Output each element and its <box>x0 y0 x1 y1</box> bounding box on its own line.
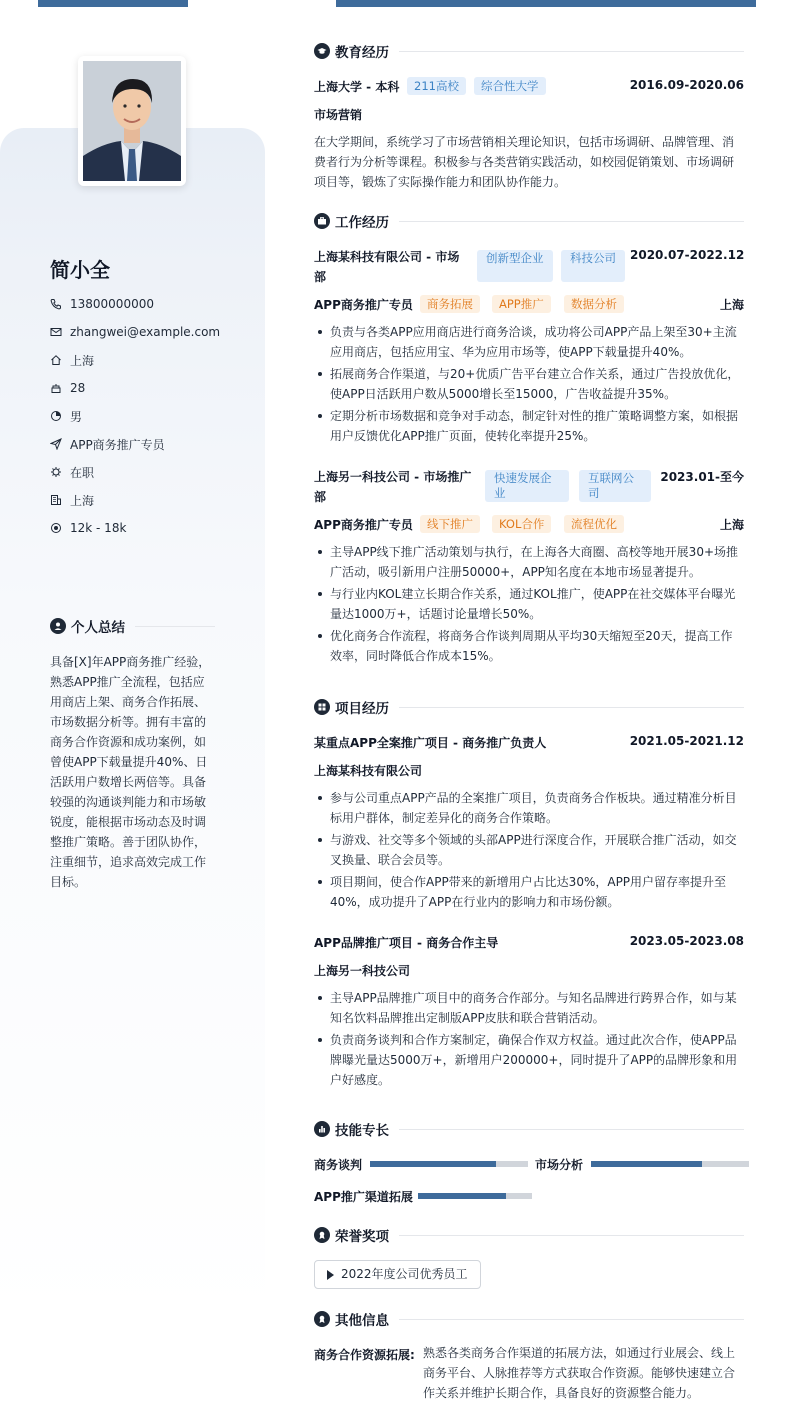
age-icon <box>50 382 62 394</box>
contact-age <box>50 374 260 402</box>
work-title: 工作经历 <box>335 215 389 231</box>
project-bullet: 与游戏、社交等多个领域的头部APP进行深度合作，开展联合推广活动，如交叉换量、联合会员等。 <box>314 830 744 870</box>
contact-salary <box>50 514 260 542</box>
skill-level-fill <box>370 1161 496 1167</box>
education-tag: 综合性大学 <box>474 77 546 95</box>
education-tag: 211高校 <box>407 77 466 95</box>
contact-salary-value: 12k - 18k <box>70 521 127 535</box>
role-tag: 商务拓展 <box>420 295 480 313</box>
contact-position <box>50 430 260 458</box>
job-role: APP商务推广专员 <box>314 298 413 312</box>
contact-list <box>50 290 260 542</box>
gender-icon <box>50 410 62 422</box>
summary-title: 个人总结 <box>71 620 125 636</box>
contact-status-value: 在职 <box>70 465 95 480</box>
phone-icon <box>50 298 62 310</box>
job-bullet: 主导APP线下推广活动策划与执行，在上海各大商圈、高校等地开展30+场推广活动，吸引新用户注册50000+，APP知名度在本地市场显著提升。 <box>314 542 744 582</box>
projects-title: 项目经历 <box>335 701 389 717</box>
contact-email <box>50 318 260 346</box>
building-icon <box>50 494 62 506</box>
project-period: 2023.05-2023.08 <box>629 934 744 948</box>
play-triangle-icon <box>327 1270 334 1280</box>
education-school: 上海大学 - 本科 <box>314 80 400 94</box>
job-bullet: 优化商务合作流程，将商务合作谈判周期从平均30天缩短至20天，提高工作效率，同时降低合作成本15%。 <box>314 626 744 666</box>
send-icon <box>50 438 62 450</box>
contact-gender-value: 男 <box>70 409 83 424</box>
job-company: 上海某科技有限公司 - 市场 <box>314 250 460 264</box>
work-section-header <box>314 211 744 231</box>
role-tag: 流程优化 <box>564 515 624 533</box>
project-bullet: 项目期间，使合作APP带来的新增用户占比达30%，APP用户留存率提升至40%，成功提升了APP在行业内的影响力和市场份额。 <box>314 872 744 912</box>
contact-work-city-value: 上海 <box>70 493 95 508</box>
contact-status <box>50 458 260 486</box>
section-divider <box>399 707 744 708</box>
job-tag: 互联网公司 <box>579 470 651 502</box>
skill-name: 商务谈判 <box>314 1158 363 1172</box>
job-bullet: 负责与各类APP应用商店进行商务洽谈，成功将公司APP产品上架至30+主流应用商店，包括应用宝、华为应用市场等，使APP下载量提升40%。 <box>314 322 744 362</box>
job-bullets <box>314 542 744 668</box>
education-description: 在大学期间，系统学习了市场营销相关理论知识，包括市场调研、品牌管理、消费者行为分析等课程。积极参与各类营销实践活动，如校园促销策划、市场调研项目等，锻炼了实际操作能力和团队协作能力。 <box>314 135 735 189</box>
grid-icon <box>314 699 330 715</box>
awards-section-header <box>314 1225 744 1245</box>
job-period: 2023.01-至今 <box>660 470 744 484</box>
project-bullet: 主导APP品牌推广项目中的商务合作部分。与知名品牌进行跨界合作，如与某知名饮料品牌推出定制版APP皮肤和联合营销活动。 <box>314 988 744 1028</box>
top-accent-bar-left <box>38 0 188 7</box>
bar-chart-icon <box>314 1121 330 1137</box>
job-tag: 科技公司 <box>561 250 625 282</box>
education-major: 市场营销 <box>314 108 363 122</box>
projects-section-header <box>314 697 744 717</box>
project-bullet: 负责商务谈判和合作方案制定，确保合作双方权益。通过此次合作，使APP品牌曝光量达5000万+，新增用户200000+，同时提升了APP的品牌形象和用户好感度。 <box>314 1030 744 1090</box>
job-bullets <box>314 322 744 448</box>
section-divider <box>135 626 215 627</box>
project-company: 上海另一科技公司 <box>314 964 411 978</box>
contact-location <box>50 346 260 374</box>
salary-icon <box>50 522 62 534</box>
graduation-cap-icon <box>314 43 330 59</box>
job-company-continued: 部 <box>314 490 327 504</box>
other-label: 商务合作资源拓展: <box>314 1348 415 1362</box>
other-text: 熟悉各类商务合作渠道的拓展方法，如通过行业展会、线上商务平台、人脉推荐等方式获取合作资源。能够快速建立合作关系并维护长期合作，具备良好的资源整合能力。 <box>423 1346 736 1400</box>
contact-email-value: zhangwei@example.com <box>70 325 221 339</box>
section-divider <box>399 51 744 52</box>
project-name: APP品牌推广项目 - 商务合作主导 <box>314 936 499 950</box>
role-tag: 数据分析 <box>564 295 624 313</box>
contact-gender <box>50 402 260 430</box>
job-period: 2020.07-2022.12 <box>630 248 745 262</box>
education-period: 2016.09-2020.06 <box>629 78 744 92</box>
skill-name: 市场分析 <box>535 1158 584 1172</box>
job-company-continued: 部 <box>314 270 327 284</box>
profile-photo-frame <box>78 56 186 186</box>
role-tag: KOL合作 <box>492 515 551 533</box>
contact-phone-value: 13800000000 <box>70 297 154 311</box>
home-icon <box>50 354 62 366</box>
user-circle-icon <box>50 618 66 634</box>
section-divider <box>399 1319 744 1320</box>
section-divider <box>399 1235 744 1236</box>
job-bullet: 拓展商务合作渠道，与20+优质广告平台建立合作关系，通过广告投放优化，使APP日活跃用户数从5000增长至15000，广告收益提升35%。 <box>314 364 744 404</box>
award-item <box>314 1260 481 1289</box>
job-bullet: 定期分析市场数据和竞争对手动态，制定针对性的推广策略调整方案，如根据用户反馈优化APP推广页面，使转化率提升25%。 <box>314 406 744 446</box>
status-icon <box>50 466 62 478</box>
contact-phone <box>50 290 260 318</box>
mail-icon <box>50 326 62 338</box>
skill-name: APP推广渠道拓展 <box>314 1190 413 1204</box>
role-tag: 线下推广 <box>420 515 480 533</box>
contact-age-value: 28 <box>70 381 86 395</box>
summary-text: 具备[X]年APP商务推广经验，熟悉APP推广全流程，包括应用商店上架、商务合作拓展、市场数据分析等。拥有丰富的商务合作资源和成功案例，如曾使APP下载量提升40%、日活跃用户数增长两倍等。具备较强的沟通谈判能力和市场敏锐度，能根据市场动态及时调整推广策略。善于团队协作，注重细节，追求高效完成工作目标。 <box>50 655 211 889</box>
project-bullets <box>314 788 744 914</box>
briefcase-icon <box>314 213 330 229</box>
job-tag: 创新型企业 <box>477 250 553 282</box>
contact-work-city <box>50 486 260 514</box>
top-accent-bar-right <box>336 0 756 7</box>
job-bullet: 与行业内KOL建立长期合作关系，通过KOL推广，使APP在社交媒体平台曝光量达1000万+，话题讨论量增长50%。 <box>314 584 744 624</box>
job-city: 上海 <box>719 518 744 532</box>
project-bullets <box>314 988 744 1092</box>
skill-level-fill <box>591 1161 702 1167</box>
role-tag: APP推广 <box>492 295 551 313</box>
education-section-header <box>314 41 744 61</box>
award-icon <box>314 1227 330 1243</box>
job-role: APP商务推广专员 <box>314 518 413 532</box>
job-tag: 快速发展企业 <box>485 470 569 502</box>
contact-position-value: APP商务推广专员 <box>70 437 165 452</box>
profile-photo <box>83 61 181 181</box>
awards-title: 荣誉奖项 <box>335 1229 389 1245</box>
project-bullet: 参与公司重点APP产品的全案推广项目，负责商务合作板块。通过精准分析目标用户群体，制定差异化的商务合作策略。 <box>314 788 744 828</box>
other-section-header <box>314 1309 744 1329</box>
section-divider <box>399 221 744 222</box>
contact-location-value: 上海 <box>70 353 95 368</box>
skills-title: 技能专长 <box>335 1123 389 1139</box>
summary-section-header <box>50 616 215 636</box>
project-name: 某重点APP全案推广项目 - 商务推广负责人 <box>314 736 547 750</box>
job-company: 上海另一科技公司 - 市场推广 <box>314 470 472 484</box>
skills-section-header <box>314 1119 744 1139</box>
education-title: 教育经历 <box>335 45 389 61</box>
skill-bar <box>418 1193 532 1199</box>
profile-name: 简小全 <box>50 258 110 282</box>
award-text: 2022年度公司优秀员工 <box>341 1267 468 1281</box>
skill-bar <box>591 1161 749 1167</box>
project-period: 2021.05-2021.12 <box>629 734 744 748</box>
skill-level-fill <box>418 1193 506 1199</box>
other-title: 其他信息 <box>335 1313 389 1329</box>
job-city: 上海 <box>719 298 744 312</box>
section-divider <box>399 1129 744 1130</box>
project-company: 上海某科技有限公司 <box>314 764 423 778</box>
skill-bar <box>370 1161 528 1167</box>
award-icon <box>314 1311 330 1327</box>
